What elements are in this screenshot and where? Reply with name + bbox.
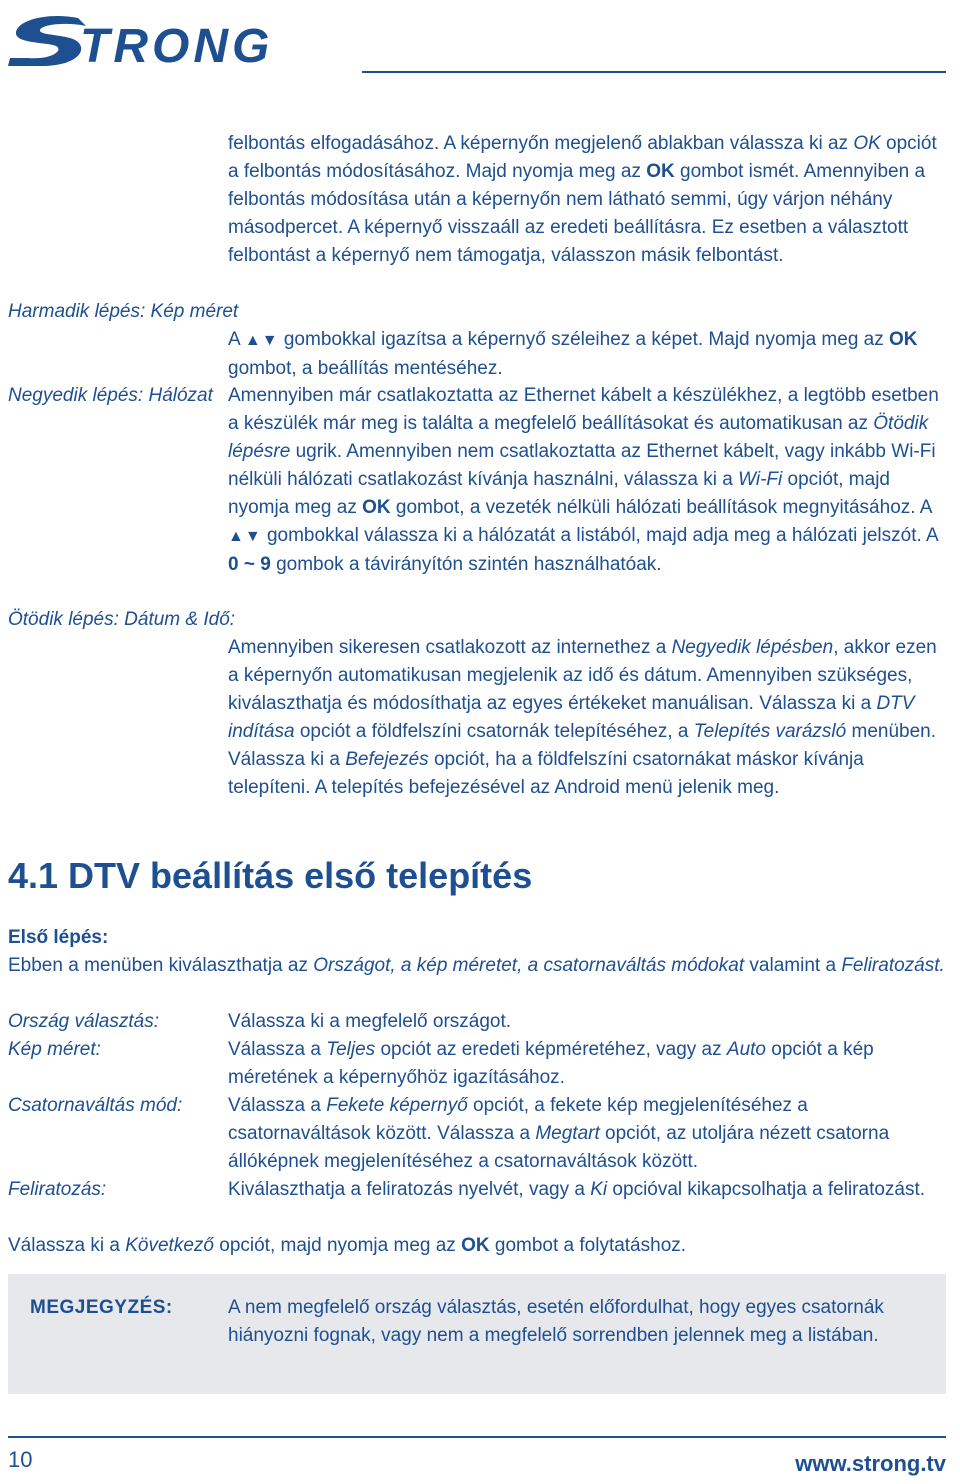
channel-italic-2: Megtart (535, 1123, 600, 1144)
first-step-text-2: valamint a (744, 955, 842, 976)
subtitle-text-1: Kiválaszthatja a feliratozás nyelvét, vagy a (228, 1179, 591, 1200)
step3-text-3: gombot, a beállítás mentéséhez. (228, 358, 503, 379)
number-keys: 0 ~ 9 (228, 554, 271, 575)
step5-label: Ötödik lépés: Dátum & Idő: (8, 609, 236, 630)
step4-text-2: ugrik. Amennyiben nem csatlakoztatta az Ethernet kábelt, vagy inkább Wi-Fi nélküli hálózati csatlakozást kívánja használni, válassza ki a (228, 441, 936, 490)
channel-italic-1: Fekete képernyő (326, 1095, 468, 1116)
step5-text-5: opciót, ha a földfelszíni csatornákat máskor kívánja telepíteni. A telepítés befejezésével az Android menü jelenik meg. (228, 749, 864, 798)
note-label: MEGJEGYZÉS: (30, 1297, 173, 1318)
step5-italic-3: Telepítés varázsló (693, 721, 847, 742)
step5-text-2: , akkor ezen a képernyőn automatikusan megjelenik az idő és dátum. Amennyiben szükséges, kiválaszthatja és módosíthatja az egyes értékeket manuálisan. Válassza ki a (228, 637, 937, 714)
channel-label: Csatornaváltás mód: (8, 1095, 183, 1116)
strong-logo (8, 8, 308, 68)
next-text-2: opciót, majd nyomja meg az (213, 1235, 462, 1256)
channel-text-3: opciót, az utoljára nézett csatorna állóképnek megjelenítéséhez a csatornaváltások között. (228, 1123, 890, 1172)
picture-italic-2: Auto (726, 1039, 766, 1060)
step3-text-2: gombokkal igazítsa a képernyő széleihez a képet. Majd nyomja meg az (278, 329, 890, 350)
step4-text-3: opciót, majd nyomja meg az (228, 469, 890, 518)
first-step-heading: Első lépés: (8, 927, 109, 948)
channel-text-1: Válassza a (228, 1095, 327, 1116)
picture-text (228, 1036, 946, 1092)
ok-italic: OK (853, 133, 881, 154)
up-down-arrows-icon: ▲▼ (244, 332, 279, 349)
next-italic-1: Következő (125, 1235, 214, 1256)
country-text: Válassza ki a megfelelő országot. (228, 1011, 512, 1032)
intro-text-2: opciót a felbontás módosításához. Majd nyomja meg az (228, 133, 937, 182)
intro-text (228, 130, 946, 270)
picture-text-3: opciót a kép méretének a képernyőhöz igazításához. (228, 1039, 874, 1088)
next-text (8, 1232, 948, 1260)
ok-bold: OK (362, 497, 391, 518)
ok-bold: OK (889, 329, 918, 350)
step5-italic-4: Befejezés (345, 749, 429, 770)
picture-text-2: opciót az eredeti képméretéhez, vagy az (375, 1039, 727, 1060)
subtitle-label: Feliratozás: (8, 1179, 107, 1200)
footer-rule (8, 1436, 946, 1438)
step5-italic-2: DTV indítása (228, 693, 915, 742)
section-title: 4.1 DTV beállítás első telepítés (8, 855, 533, 896)
next-text-1: Válassza ki a (8, 1235, 126, 1256)
step4-text-4: gombot, a vezeték nélküli hálózati beállítások megnyitásához. A (390, 497, 932, 518)
up-down-arrows-icon: ▲▼ (228, 528, 262, 545)
step4-text (228, 382, 946, 579)
step4-text-5: gombokkal válassza ki a hálózatát a listából, majd adja meg a hálózati jelszót. A (261, 525, 938, 546)
step4-italic-1: Ötödik lépésre (228, 413, 929, 462)
step5-text-4: menüben. Válassza ki a (228, 721, 937, 770)
step5-text-1: Amennyiben sikeresen csatlakozott az internethez a (228, 637, 672, 658)
subtitle-text (228, 1176, 946, 1204)
step5-text-3: opciót a földfelszíni csatornák telepítéséhez, a (294, 721, 694, 742)
first-step-text (8, 952, 948, 980)
picture-text-1: Válassza a (228, 1039, 327, 1060)
next-text-3: gombot a folytatáshoz. (489, 1235, 687, 1256)
intro-text-1: felbontás elfogadásához. A képernyőn megjelenő ablakban válassza ki az (228, 133, 854, 154)
step4-italic-2: Wi-Fi (738, 469, 783, 490)
country-label: Ország választás: (8, 1011, 159, 1032)
website-link[interactable]: www.strong.tv (795, 1451, 946, 1476)
picture-italic-1: Teljes (326, 1039, 376, 1060)
ok-bold: OK (461, 1235, 490, 1256)
subtitle-italic-1: Ki (590, 1179, 608, 1200)
svg-text:TRONG: TRONG (80, 20, 274, 68)
step5-italic-1: Negyedik lépésben (671, 637, 834, 658)
intro-text-3: gombot ismét. Amennyiben a felbontás módosítása után a képernyőn nem látható semmi, úgy várjon néhány másodpercet. A képernyő visszaáll az eredeti beállításra. Ez esetben a választott felbontást a képernyő nem támogatja, válasszon másik felbontást. (228, 161, 926, 266)
step4-label: Negyedik lépés: Hálózat (8, 385, 213, 406)
channel-text (228, 1092, 946, 1176)
picture-label: Kép méret: (8, 1039, 101, 1060)
first-step-text-1: Ebben a menüben kiválaszthatja az (8, 955, 314, 976)
step4-text-1: Amennyiben már csatlakoztatta az Ethernet kábelt a készülékhez, a legtöbb esetben a készülék már meg is találta a megfelelő beállításokat és automatikusan az (228, 385, 939, 434)
header-rule (362, 71, 946, 73)
step3-text-1: A (228, 329, 245, 350)
step4-text-6: gombok a távirányítón szintén használhatóak. (270, 554, 662, 575)
note-text: A nem megfelelő ország választás, esetén előfordulhat, hogy egyes csatornák hiányozni fognak, vagy nem a megfelelő sorrendben jelennek meg a listában. (228, 1297, 884, 1346)
step3-label: Harmadik lépés: Kép méret (8, 301, 239, 322)
subtitle-text-2: opcióval kikapcsolhatja a feliratozást. (607, 1179, 926, 1200)
page-number: 10 (8, 1447, 33, 1472)
first-step-italic-1: Országot, a kép méretet, a csatornaváltás módokat (313, 955, 745, 976)
note-box (8, 1274, 946, 1394)
channel-text-2: opciót, a fekete kép megjelenítéséhez a csatornaváltások között. Válassza a (228, 1095, 808, 1144)
step3-text (228, 326, 946, 383)
first-step-italic-2: Feliratozást. (841, 955, 945, 976)
ok-bold: OK (646, 161, 675, 182)
step5-text (228, 634, 946, 802)
